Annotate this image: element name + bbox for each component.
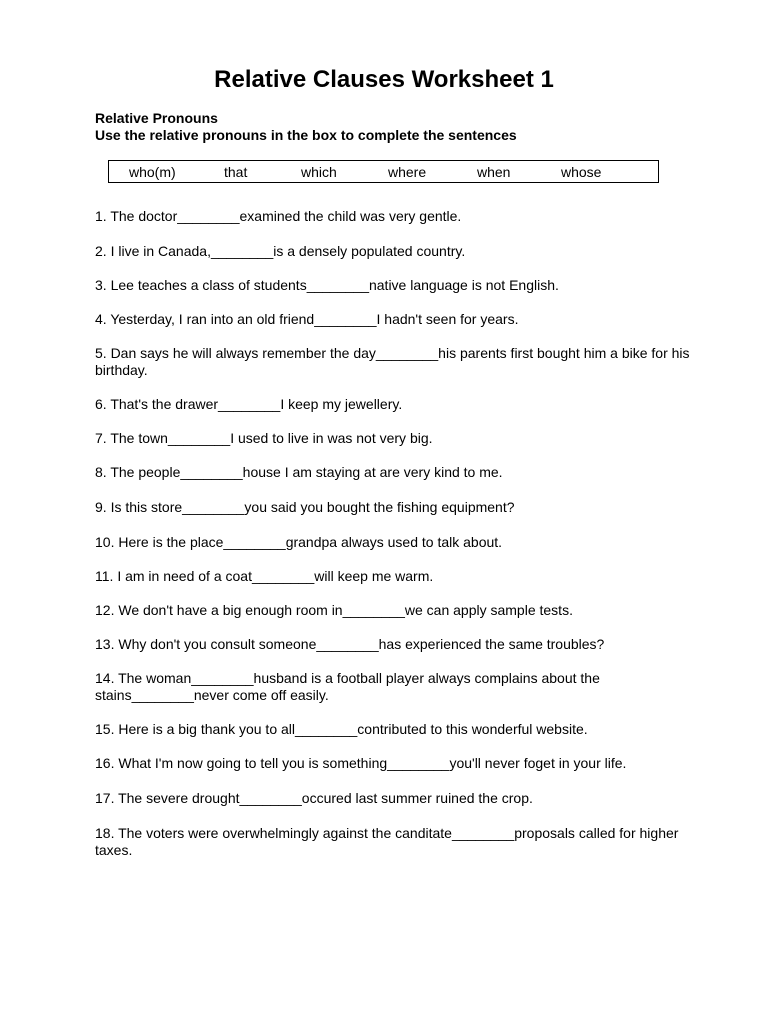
word-box-item: where: [388, 164, 427, 180]
exercise-sentence: 7. The town________I used to live in was not very big.: [95, 430, 433, 446]
word-box-item: when: [477, 164, 511, 180]
exercise-sentence: 17. The severe drought________occured last summer ruined the crop.: [95, 790, 533, 806]
exercise-sentence: 14. The woman________husband is a football player always complains about the stains________never come off easily.: [95, 670, 600, 703]
exercise-sentence: 13. Why don't you consult someone________has experienced the same troubles?: [95, 636, 605, 652]
exercise-sentence: 16. What I'm now going to tell you is something________you'll never foget in your life.: [95, 755, 627, 771]
page-title: Relative Clauses Worksheet 1: [214, 66, 554, 93]
word-box-item: that: [224, 164, 248, 180]
exercise-sentence: 15. Here is a big thank you to all________contributed to this wonderful website.: [95, 721, 588, 737]
exercise-sentence: 8. The people________house I am staying at are very kind to me.: [95, 464, 503, 480]
exercise-sentence: 1. The doctor________examined the child was very gentle.: [95, 208, 462, 224]
exercise-sentence: 12. We don't have a big enough room in________we can apply sample tests.: [95, 602, 573, 618]
exercise-sentence: 4. Yesterday, I ran into an old friend________I hadn't seen for years.: [95, 311, 519, 327]
instruction-text: Use the relative pronouns in the box to complete the sentences: [95, 127, 517, 143]
exercise-sentence: 5. Dan says he will always remember the day________his parents first bought him a bike for his birthday.: [95, 345, 690, 378]
word-box-item: which: [301, 164, 337, 180]
exercise-sentence: 10. Here is the place________grandpa always used to talk about.: [95, 534, 503, 550]
pronoun-word-box: [108, 160, 659, 183]
exercise-sentence: 11. I am in need of a coat________will keep me warm.: [95, 568, 434, 584]
exercise-sentence: 6. That's the drawer________I keep my jewellery.: [95, 396, 403, 412]
exercise-sentence: 9. Is this store________you said you bought the fishing equipment?: [95, 499, 515, 515]
section-subtitle: Relative Pronouns: [95, 110, 218, 126]
exercise-sentence: 2. I live in Canada,________is a densely populated country.: [95, 243, 466, 259]
word-box-item: who(m): [129, 164, 176, 180]
word-box-item: whose: [561, 164, 602, 180]
exercise-sentence: 3. Lee teaches a class of students________native language is not English.: [95, 277, 559, 293]
exercise-sentence: 18. The voters were overwhelmingly against the canditate________proposals called for higher taxes.: [95, 825, 679, 858]
